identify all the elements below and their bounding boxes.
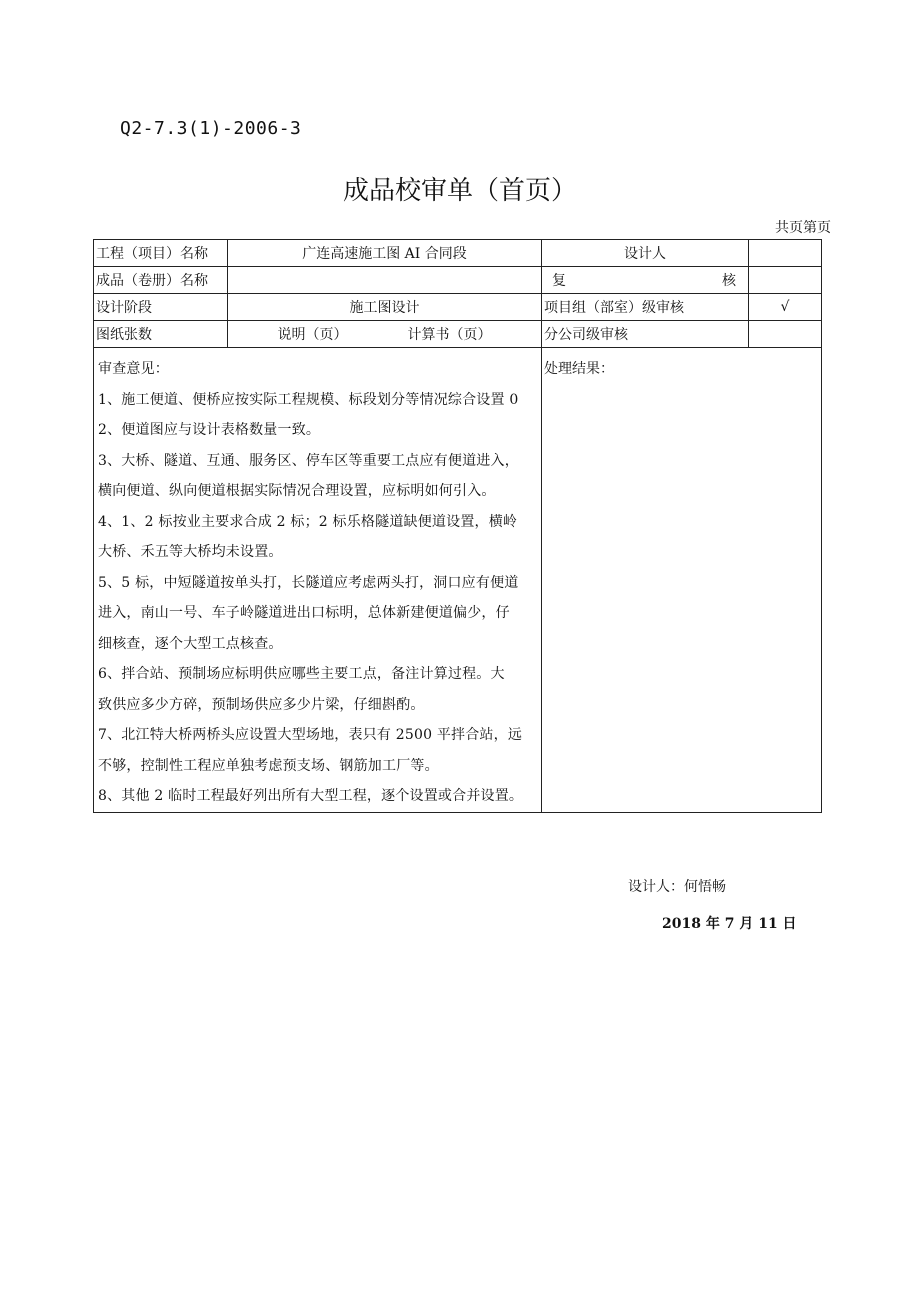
design-stage-value: 施工图设计	[228, 294, 542, 321]
page-title: 成品校审单（首页）	[342, 176, 577, 206]
project-name-value: 广连高速施工图 AI 合同段	[228, 240, 542, 267]
drawing-count-value	[228, 321, 542, 348]
review-line: 8、其他 2 临时工程最好列出所有大型工程，逐个设置或合并设置。	[98, 788, 524, 804]
recheck-label-b: 核	[722, 273, 736, 289]
project-group-review-check: √	[749, 294, 822, 321]
review-line: 3、大桥、隧道、互通、服务区、停车区等重要工点应有便道进入，	[98, 452, 519, 469]
review-heading: 审查意见：	[98, 361, 169, 377]
branch-review-value	[749, 321, 822, 348]
review-line: 进入，南山一号、车子岭隧道进出口标明，总体新建便道偏少，仔	[98, 605, 510, 621]
review-line: 6、拌合站、预制场应标明供应哪些主要工点，备注计算过程。大	[98, 666, 505, 682]
designer-label: 设计人	[542, 240, 749, 267]
product-name-label: 成品（卷册）名称	[94, 267, 228, 294]
result-heading: 处理结果：	[544, 361, 614, 377]
review-line: 不够，控制性工程应单独考虑预支场、钢筋加工厂等。	[98, 757, 439, 774]
project-name-label: 工程（项目）名称	[94, 240, 228, 267]
review-line: 1、施工便道、便桥应按实际工程规模、标段划分等情况综合设置 0	[98, 391, 519, 408]
design-stage-label: 设计阶段	[94, 294, 228, 321]
review-line: 细核查，逐个大型工点核查。	[98, 635, 283, 652]
review-line: 致供应多少方碎，预制场供应多少片梁，仔细斟酌。	[98, 696, 425, 713]
review-line: 7、北江特大桥两桥头应设置大型场地，表只有 2500 平拌合站，远	[98, 727, 523, 743]
review-opinion-cell	[94, 348, 542, 813]
table-row	[94, 267, 822, 294]
drawing-count-label: 图纸张数	[94, 321, 228, 348]
table-row	[94, 294, 822, 321]
review-line: 4、1、2 标按业主要求合成 2 标；2 标乐格隧道缺便道设置，横岭	[98, 513, 518, 530]
page-info: 共页第页	[775, 220, 831, 236]
review-line: 横向便道、纵向便道根据实际情况合理设置，应标明如何引入。	[98, 483, 496, 499]
table-row	[94, 240, 822, 267]
designer-value	[749, 240, 822, 267]
calculation-pages: 计算书（页）	[407, 327, 492, 343]
recheck-value	[749, 267, 822, 294]
recheck-label-a: 复	[552, 273, 566, 289]
project-group-review-label: 项目组（部室）级审核	[542, 294, 749, 321]
product-name-value	[228, 267, 542, 294]
table-row	[94, 348, 822, 813]
result-cell	[542, 348, 822, 932]
recheck-label	[542, 267, 749, 294]
review-line: 2、便道图应与设计表格数量一致。	[98, 422, 321, 438]
review-line: 5、5 标，中短隧道按单头打，长隧道应考虑两头打，洞口应有便道	[98, 574, 519, 591]
sign-date: 2018 年 7 月 11 日	[662, 916, 797, 932]
designer-signature: 设计人：何悟畅	[628, 879, 726, 895]
explanation-pages: 说明（页）	[277, 327, 348, 343]
review-form-table	[93, 239, 822, 932]
review-line: 大桥、禾五等大桥均未设置。	[98, 544, 283, 560]
table-row	[94, 321, 822, 348]
document-code: Q2-7.3(1)-2006-3	[120, 118, 302, 139]
branch-review-label: 分公司级审核	[542, 321, 749, 348]
